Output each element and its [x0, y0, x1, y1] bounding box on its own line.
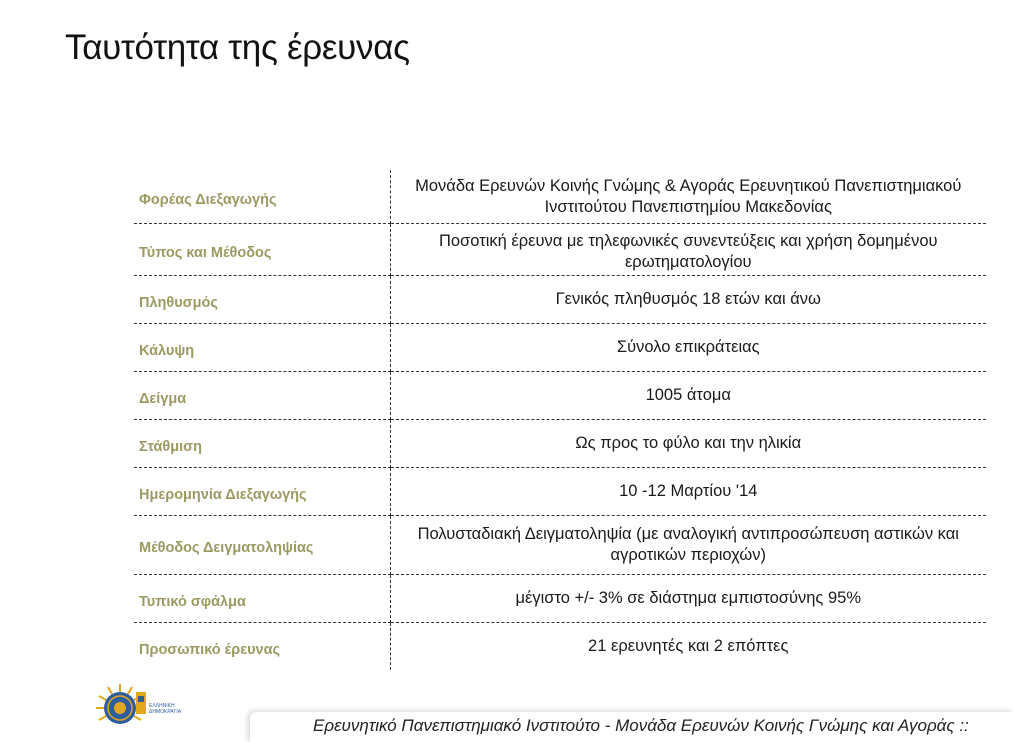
row-value: Μονάδα Ερευνών Κοινής Γνώμης & Αγοράς Ερευνητικού Πανεπιστημιακού Ινστιτούτου Πανεπιστημίου Μακεδονίας	[390, 170, 986, 224]
university-logo	[92, 682, 192, 730]
table-row	[134, 420, 986, 468]
row-value: Ως προς το φύλο και την ηλικία	[390, 420, 986, 468]
row-label: Μέθοδος Δειγματοληψίας	[134, 516, 390, 575]
row-value: Γενικός πληθυσμός 18 ετών και άνω	[390, 276, 986, 324]
table-row	[134, 324, 986, 372]
row-value-cell	[390, 224, 986, 276]
table-row	[134, 276, 986, 324]
table-row	[134, 623, 986, 671]
row-value: Σύνολο επικράτειας	[390, 324, 986, 372]
row-label: Πληθυσμός	[134, 276, 390, 324]
table-row	[134, 516, 986, 575]
table-row	[134, 468, 986, 516]
table-row	[134, 170, 986, 224]
table-row	[134, 575, 986, 623]
footer-text: Ερευνητικό Πανεπιστημιακό Ινστιτούτο - Μονάδα Ερευνών Κοινής Γνώμης και Αγοράς ::	[313, 716, 969, 735]
row-label: Ημερομηνία Διεξαγωγής	[134, 468, 390, 516]
row-value: 21 ερευνητές και 2 επόπτες	[588, 637, 789, 655]
row-value: Πολυσταδιακή Δειγματοληψία (με αναλογική αντιπροσώπευση αστικών και αγροτικών περιοχών)	[390, 516, 986, 575]
row-value: 1005 άτομα	[390, 372, 986, 420]
page-title: Ταυτότητα της έρευνας	[65, 28, 410, 67]
row-value: μέγιστο +/- 3% σε διάστημα εμπιστοσύνης 95%	[390, 575, 986, 623]
table-row	[134, 224, 986, 276]
row-label: Τυπικό σφάλμα	[134, 575, 390, 623]
row-label: Τύπος και Μέθοδος	[134, 224, 390, 276]
logo-caption-line2: ΔΗΜΟΚΡΑΤΙΑ	[149, 709, 182, 715]
row-label: Δείγμα	[134, 372, 390, 420]
row-value: 10 -12 Μαρτίου '14	[390, 468, 986, 516]
row-value: Ποσοτική έρευνα με τηλεφωνικές συνεντεύξεις και χρήση δομημένου ερωτηματολογίου	[438, 231, 938, 271]
row-label: Στάθμιση	[134, 420, 390, 468]
row-label: Φορέας Διεξαγωγής	[134, 170, 390, 224]
university-seal-icon	[92, 682, 192, 730]
row-label: Προσωπικό έρευνας	[134, 623, 390, 671]
table-row	[134, 372, 986, 420]
survey-info-table	[134, 170, 986, 670]
row-label: Κάλυψη	[134, 324, 390, 372]
logo-caption-line1: ΕΛΛΗΝΙΚΗ	[149, 703, 175, 709]
